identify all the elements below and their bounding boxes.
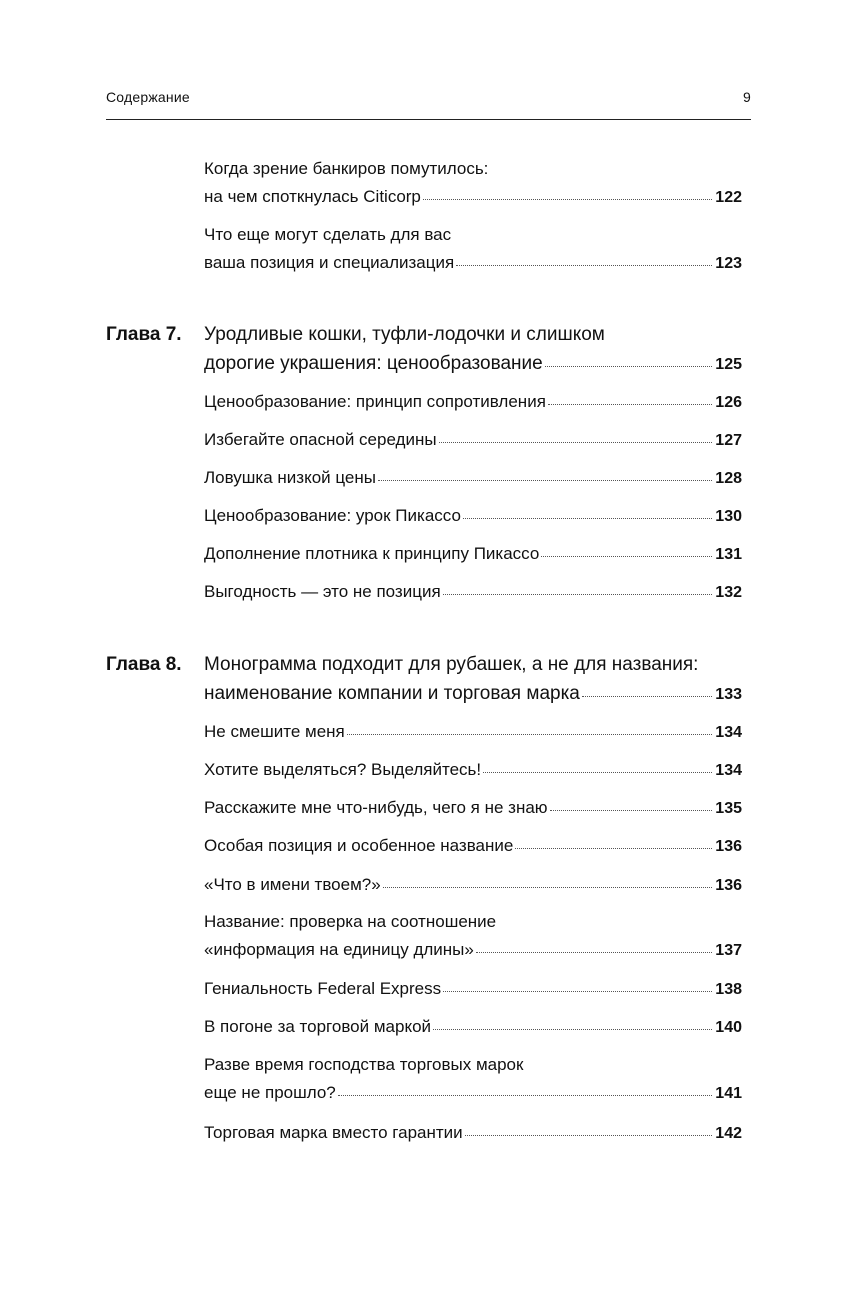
toc-entry[interactable]: Дополнение плотника к принципу Пикассо 131 xyxy=(204,540,742,569)
entry-page: 132 xyxy=(715,584,742,601)
dot-leader xyxy=(550,809,713,811)
dot-leader xyxy=(423,198,712,200)
chapter-8-label: Глава 8. xyxy=(106,654,182,675)
entry-page: 137 xyxy=(715,942,742,959)
entry-page: 138 xyxy=(715,981,742,998)
toc-entry[interactable]: Особая позиция и особенное название 136 xyxy=(204,832,742,861)
dot-leader xyxy=(443,990,712,992)
entry-page: 122 xyxy=(715,189,742,206)
dot-leader xyxy=(439,441,713,443)
chapter-7-title[interactable]: Уродливые кошки, туфли-лодочки и слишком дорогие украшения: ценообразование 125 xyxy=(204,320,742,379)
dot-leader xyxy=(433,1028,712,1030)
entry-page: 134 xyxy=(715,762,742,779)
entry-page: 141 xyxy=(715,1085,742,1102)
entry-page: 131 xyxy=(715,546,742,563)
toc-entry[interactable]: Выгодность — это не позиция 132 xyxy=(204,578,742,607)
toc-entry[interactable]: Разве время господства торговых марок еще не прошло? 141 xyxy=(204,1051,742,1108)
dot-leader xyxy=(582,695,712,697)
entry-page: 134 xyxy=(715,724,742,741)
toc-entry[interactable]: В погоне за торговой маркой 140 xyxy=(204,1013,742,1042)
toc-entry[interactable]: Не смешите меня 134 xyxy=(204,718,742,747)
toc-entry[interactable]: Название: проверка на соотношение «информация на единицу длины» 137 xyxy=(204,908,742,965)
dot-leader xyxy=(383,886,713,888)
dot-leader xyxy=(456,264,712,266)
entry-page: 125 xyxy=(715,356,742,373)
dot-leader xyxy=(347,733,713,735)
entry-page: 128 xyxy=(715,470,742,487)
running-header xyxy=(106,89,751,105)
dot-leader xyxy=(483,771,712,773)
entry-page: 126 xyxy=(715,394,742,411)
toc-entry[interactable]: Торговая марка вместо гарантии 142 xyxy=(204,1119,742,1148)
dot-leader xyxy=(463,517,712,519)
dot-leader xyxy=(515,847,712,849)
entry-page: 140 xyxy=(715,1019,742,1036)
entry-page: 133 xyxy=(715,686,742,703)
toc-entry[interactable]: Что еще могут сделать для вас ваша позиция и специализация 123 xyxy=(204,221,742,278)
toc-entry[interactable]: Ценообразование: урок Пикассо 130 xyxy=(204,502,742,531)
page-number: 9 xyxy=(743,89,751,105)
toc-entry[interactable]: Когда зрение банкиров помутилось: на чем споткнулась Citicorp 122 xyxy=(204,155,742,212)
toc-entry[interactable]: Хотите выделяться? Выделяйтесь! 134 xyxy=(204,756,742,785)
entry-page: 135 xyxy=(715,800,742,817)
dot-leader xyxy=(378,479,712,481)
entry-page: 136 xyxy=(715,877,742,894)
toc-entry[interactable]: Расскажите мне что-нибудь, чего я не знаю 135 xyxy=(204,794,742,823)
toc-entry[interactable]: Избегайте опасной середины 127 xyxy=(204,426,742,455)
entry-page: 123 xyxy=(715,255,742,272)
entry-page: 130 xyxy=(715,508,742,525)
dot-leader xyxy=(476,951,712,953)
dot-leader xyxy=(548,403,712,405)
dot-leader xyxy=(443,593,713,595)
dot-leader xyxy=(465,1134,713,1136)
toc-entry[interactable]: Ловушка низкой цены 128 xyxy=(204,464,742,493)
entry-page: 142 xyxy=(715,1125,742,1142)
chapter-7-label: Глава 7. xyxy=(106,324,182,345)
toc-entry[interactable]: Гениальность Federal Express 138 xyxy=(204,975,742,1004)
toc-entry[interactable]: «Что в имени твоем?» 136 xyxy=(204,871,742,900)
entry-page: 127 xyxy=(715,432,742,449)
running-header-title: Содержание xyxy=(106,89,190,105)
chapter-8-title[interactable]: Монограмма подходит для рубашек, а не для названия: наименование компании и торговая марка 133 xyxy=(204,650,742,709)
dot-leader xyxy=(545,365,713,367)
dot-leader xyxy=(541,555,712,557)
entry-page: 136 xyxy=(715,838,742,855)
dot-leader xyxy=(338,1094,713,1096)
toc-entry[interactable]: Ценообразование: принцип сопротивления 126 xyxy=(204,388,742,417)
header-rule xyxy=(106,119,751,120)
